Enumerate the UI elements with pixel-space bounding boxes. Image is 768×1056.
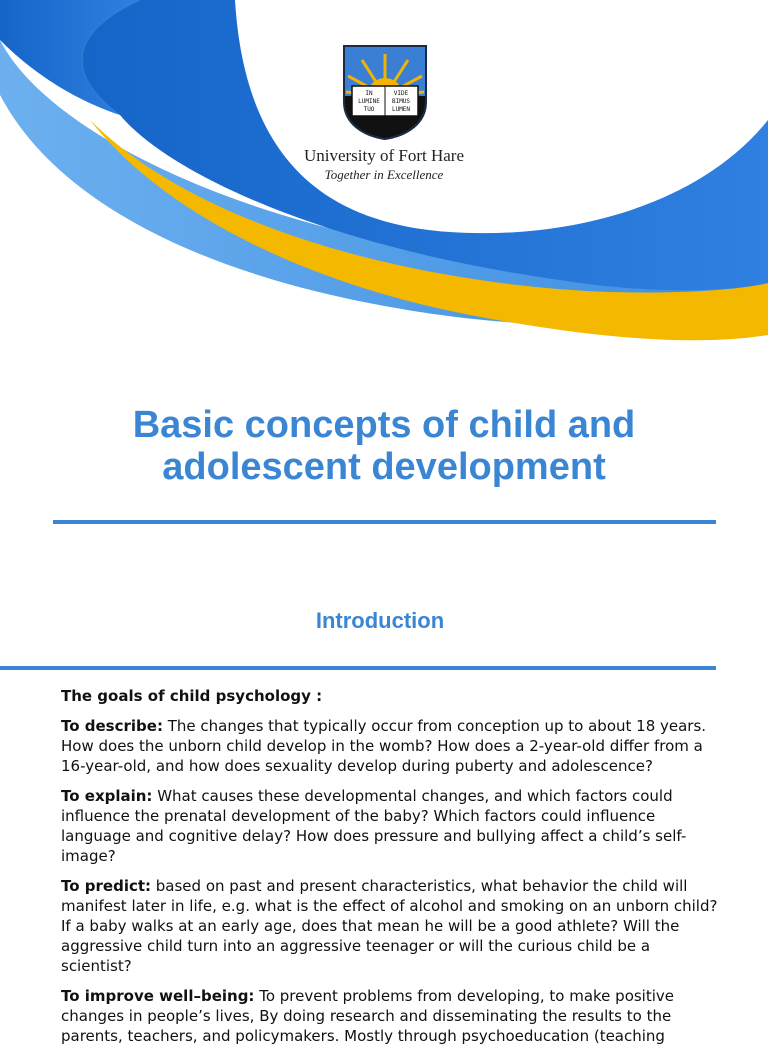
paragraph-text: To prevent problems from developing, to make positive changes in people’s lives, By doing research and disseminating the results to the parents, teachers, and policymakers. Mostly through psychoeducation (teaching <box>61 987 675 1045</box>
crest-text: VIDE <box>393 90 409 97</box>
title-divider <box>53 520 716 524</box>
paragraph-text: What causes these developmental changes, and which factors could influence the prenatal development of the baby? Which factors could influence language and cognitive delay? How does pressure and bullying affect a child’s self-image? <box>61 787 687 865</box>
title-line-2: adolescent development <box>162 446 606 488</box>
paragraph-text: based on past and present characteristics, what behavior the child will manifest later in life, e.g. what is the effect of alcohol and smoking on an unborn child? If a baby walks at an early age, does that mean he will be a good athlete? Will the aggressive child turn into an aggressive teenager or will the curious child be a scientist? <box>61 877 718 975</box>
paragraph-predict <box>61 876 721 976</box>
paragraph-text: The changes that typically occur from conception up to about 18 years. How does the unborn child develop in the womb? How does a 2-year-old differ from a 16-year-old, and how does sexuality develop during puberty and adolescence? <box>61 717 707 775</box>
title-line-1: Basic concepts of child and <box>132 404 636 446</box>
body-content <box>61 686 721 1056</box>
paragraph-label: To improve well–being: <box>61 987 255 1005</box>
page-title <box>40 404 728 488</box>
university-crest-icon <box>342 44 428 140</box>
university-name: University of Fort Hare <box>303 146 465 165</box>
paragraph-describe <box>61 716 721 776</box>
paragraph-label: To predict: <box>61 877 152 895</box>
crest-text: LUMEN <box>391 106 411 113</box>
section-heading: Introduction <box>315 608 445 633</box>
paragraph-label: To explain: <box>61 787 153 805</box>
university-motto: Together in Excellence <box>324 167 444 182</box>
crest-text: BIMUS <box>391 98 411 105</box>
crest-text: TUO <box>363 106 375 113</box>
crest-text: IN <box>365 90 373 97</box>
paragraph-label: To describe: <box>61 717 163 735</box>
lead-paragraph: The goals of child psychology : <box>61 687 323 705</box>
paragraph-explain <box>61 786 721 866</box>
paragraph-improve <box>61 986 721 1046</box>
crest-text: LUMINE <box>358 98 380 105</box>
section-divider <box>0 666 716 670</box>
